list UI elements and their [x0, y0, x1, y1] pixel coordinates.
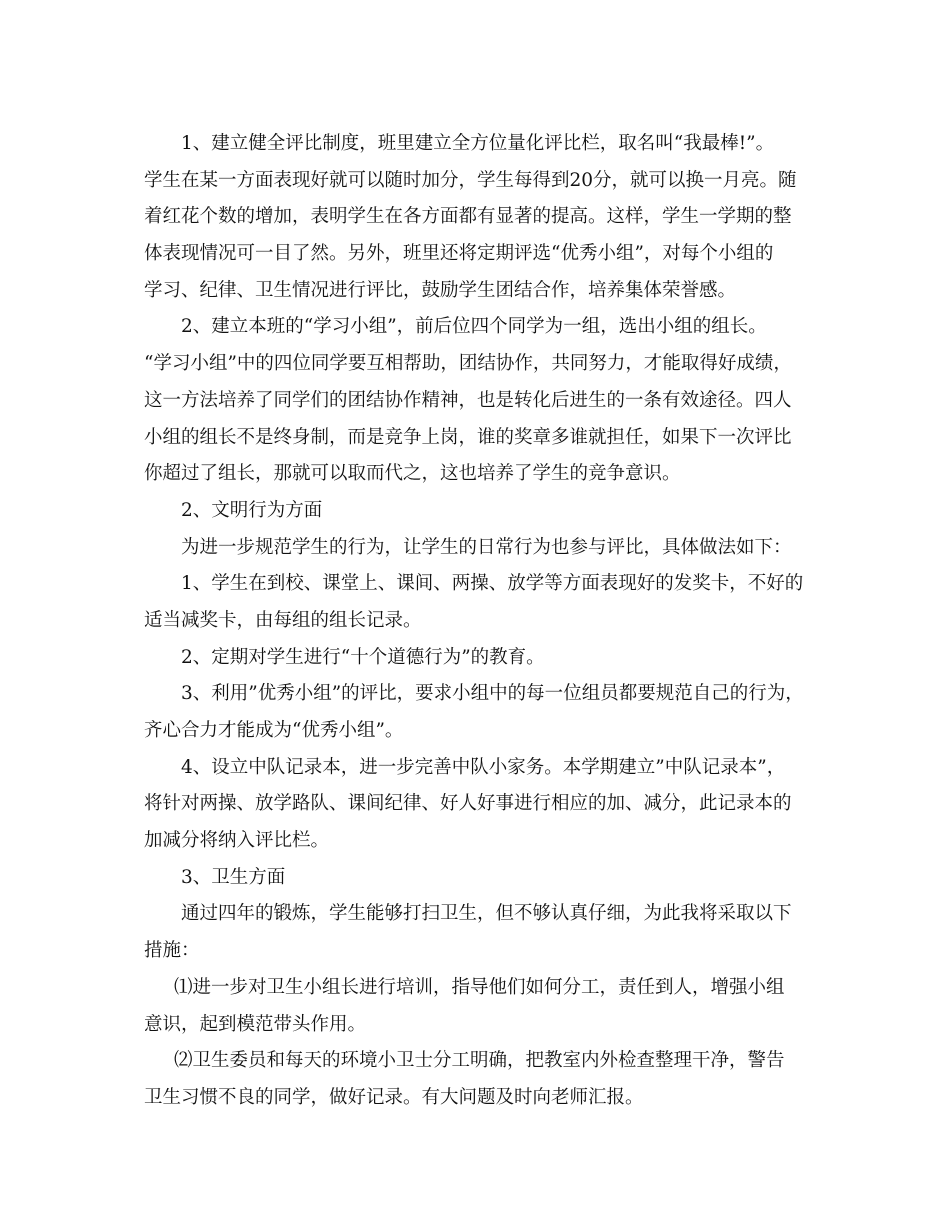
paragraph-line: 1、学生在到校、课堂上、课间、两操、放学等方面表现好的发奖卡，不好的	[181, 573, 804, 595]
paragraph-line: 措施：	[144, 940, 200, 962]
paragraph-line: “学习小组”中的四位同学要互相帮助，团结协作，共同努力，才能取得好成绩，	[144, 353, 792, 375]
paragraph-line: 学生在某一方面表现好就可以随时加分，学生每得到20分，就可以换一月亮。随	[144, 169, 797, 191]
paragraph-line: 学习、纪律、卫生情况进行评比，鼓励学生团结合作，培养集体荣誉感。	[144, 279, 737, 301]
list-item-line: ⑴进一步对卫生小组长进行培训，指导他们如何分工，责任到人，增强小组	[174, 976, 785, 998]
paragraph-line: 4、设立中队记录本，进一步完善中队小家务。本学期建立”中队记录本”，	[181, 756, 786, 778]
paragraph-line: 1、建立健全评比制度，班里建立全方位量化评比栏，取名叫“我最棒!”。	[181, 133, 775, 154]
paragraph-line: 小组的组长不是终身制，而是竞争上岗，谁的奖章多谁就担任，如果下一次评比	[144, 426, 792, 448]
section-heading: 2、文明行为方面	[181, 499, 323, 521]
paragraph-line: 2、定期对学生进行“十个道德行为”的教育。	[181, 646, 545, 668]
paragraph-line: 着红花个数的增加，表明学生在各方面都有显著的提高。这样，学生一学期的整	[144, 206, 792, 228]
paragraph-line: 体表现情况可一目了然。另外，班里还将定期评选“优秀小组”，对每个小组的	[144, 243, 774, 265]
list-item-line: 意识，起到模范带头作用。	[144, 1013, 367, 1035]
list-item-line: ⑵卫生委员和每天的环境小卫士分工明确，把教室内外检查整理干净，警告	[174, 1050, 785, 1072]
paragraph-line: 为进一步规范学生的行为，让学生的日常行为也参与评比，具体做法如下：	[181, 536, 792, 558]
paragraph-line: 将针对两操、放学路队、课间纪律、好人好事进行相应的加、减分，此记录本的	[144, 793, 792, 815]
list-item-line: 卫生习惯不良的同学，做好记录。有大问题及时向老师汇报。	[144, 1086, 644, 1108]
paragraph-line: 齐心合力才能成为“优秀小组”。	[144, 720, 404, 741]
paragraph-line: 这一方法培养了同学们的团结协作精神，也是转化后进生的一条有效途径。四人	[144, 389, 792, 411]
paragraph-line: 3、利用”优秀小组”的评比，要求小组中的每一位组员都要规范自己的行为，	[181, 683, 804, 705]
paragraph-line: 加减分将纳入评比栏。	[144, 830, 330, 852]
paragraph-line: 通过四年的锻炼，学生能够打扫卫生，但不够认真仔细，为此我将采取以下	[181, 903, 792, 925]
paragraph-line: 2、建立本班的“学习小组”，前后位四个同学为一组，选出小组的组长。	[181, 316, 767, 338]
section-heading: 3、卫生方面	[181, 866, 286, 888]
paragraph-line: 适当减奖卡，由每组的组长记录。	[144, 609, 422, 631]
paragraph-line: 你超过了组长，那就可以取而代之，这也培养了学生的竞争意识。	[144, 463, 681, 485]
document-body	[144, 126, 824, 1117]
